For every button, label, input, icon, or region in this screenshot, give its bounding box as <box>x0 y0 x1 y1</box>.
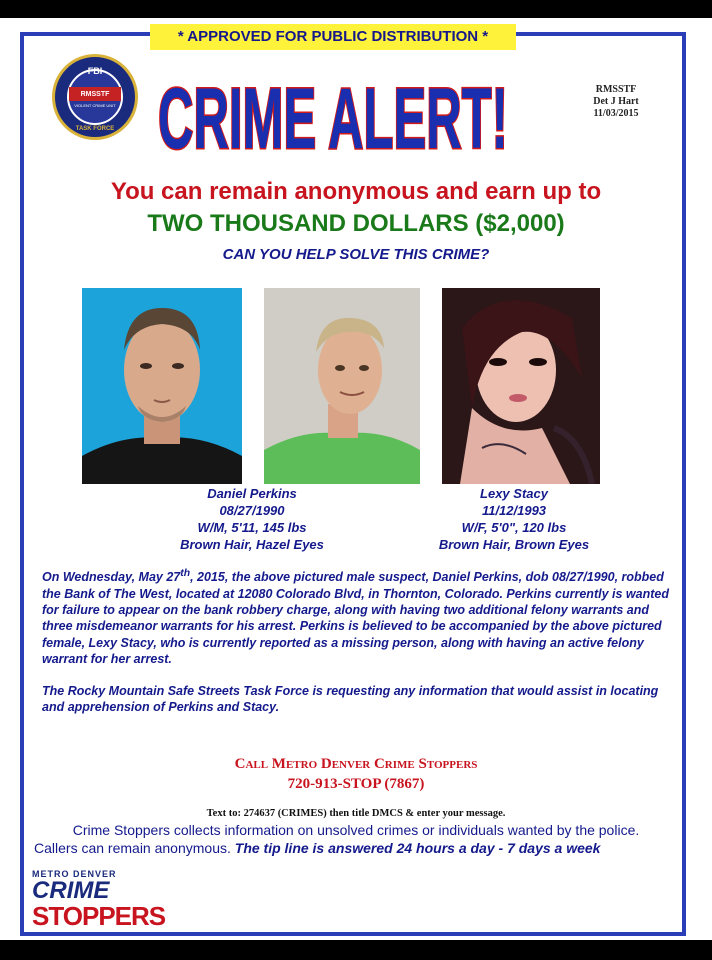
suspect-2-features: Brown Hair, Brown Eyes <box>438 537 590 552</box>
summary-paragraph-1: On Wednesday, May 27th, 2015, the above pictured male suspect, Daniel Perkins, dob 08/27/1990, robbed the Bank of The West, located at 12080 Colorado Blvd, in Thornton, Colorado. Perkins currently is wanted for failure to appear on the bank robbery charge, along with having two additional felony warrants and three misdemeanor warrants for his arrest. Perkins is believed to be accompanied by the above pictured female, Lexy Stacy, who is currently reported as a missing person, along with having an active felony warrant for her arrest. <box>42 568 669 667</box>
suspect-photo-1 <box>82 288 242 484</box>
seal-center-text: RMSSTF <box>80 91 110 98</box>
poster-frame <box>20 32 686 936</box>
crime-summary <box>42 566 682 730</box>
headline-text: CRIME ALERT! <box>158 71 508 158</box>
suspect-1-description: W/M, 5'11, 145 lbs <box>197 520 307 535</box>
reference-agency: RMSSTF <box>595 84 637 95</box>
case-reference <box>578 84 654 120</box>
summary-paragraph-2: The Rocky Mountain Safe Streets Task Force is requesting any information that would assist in locating and apprehension of Perkins and Stacy. <box>42 683 659 714</box>
suspect-2-name: Lexy Stacy <box>480 486 548 501</box>
reward-line-1: You can remain anonymous and earn up to <box>110 178 602 205</box>
suspect-1-details <box>152 485 352 553</box>
suspect-photo-3 <box>442 288 600 484</box>
crime-stoppers-logo <box>32 869 202 931</box>
logo-bottom-text: STOPPERS <box>32 901 166 931</box>
help-question: CAN YOU HELP SOLVE THIS CRIME? <box>222 246 490 263</box>
suspect-1-portrait <box>82 288 242 484</box>
seal-bottom-text: TASK FORCE <box>75 126 115 132</box>
task-force-seal <box>52 54 138 140</box>
seal-top-text: FBI <box>87 66 103 76</box>
anonymity-info: Callers can remain anonymous. The tip line is answered 24 hours a day - 7 days a week <box>34 840 601 856</box>
reward-line-2: TWO THOUSAND DOLLARS ($2,000) <box>147 210 565 237</box>
suspect-1-second-portrait <box>264 288 420 484</box>
logo-top-text: METRO DENVER <box>32 869 117 879</box>
crime-alert-headline <box>150 48 516 158</box>
reference-date: 11/03/2015 <box>593 108 639 119</box>
call-crime-stoppers: Call Metro Denver Crime Stoppers <box>234 756 478 772</box>
suspect-2-dob: 11/12/1993 <box>481 503 547 518</box>
seal-text <box>52 54 138 140</box>
seal-sub-text: VIOLENT CRIME UNIT <box>74 103 116 108</box>
suspect-2-details <box>414 485 614 553</box>
logo-middle-text: CRIME <box>32 877 110 904</box>
tip-line-phone: 720-913-STOP (7867) <box>287 776 425 792</box>
crime-stoppers-info: Crime Stoppers collects information on unsolved crimes or individuals wanted by the police. <box>72 822 640 838</box>
distribution-banner: * APPROVED FOR PUBLIC DISTRIBUTION * <box>150 24 516 50</box>
suspect-2-portrait <box>442 288 600 484</box>
poster <box>0 18 712 940</box>
suspect-1-dob: 08/27/1990 <box>219 503 285 518</box>
reference-officer: Det J Hart <box>593 96 639 107</box>
suspect-1-features: Brown Hair, Hazel Eyes <box>180 537 324 552</box>
text-tip-instructions: Text to: 274637 (CRIMES) then title DMCS & enter your message. <box>206 808 506 819</box>
suspect-1-name: Daniel Perkins <box>207 486 297 501</box>
suspect-photo-2 <box>264 288 420 484</box>
suspect-2-description: W/F, 5'0", 120 lbs <box>461 520 567 535</box>
